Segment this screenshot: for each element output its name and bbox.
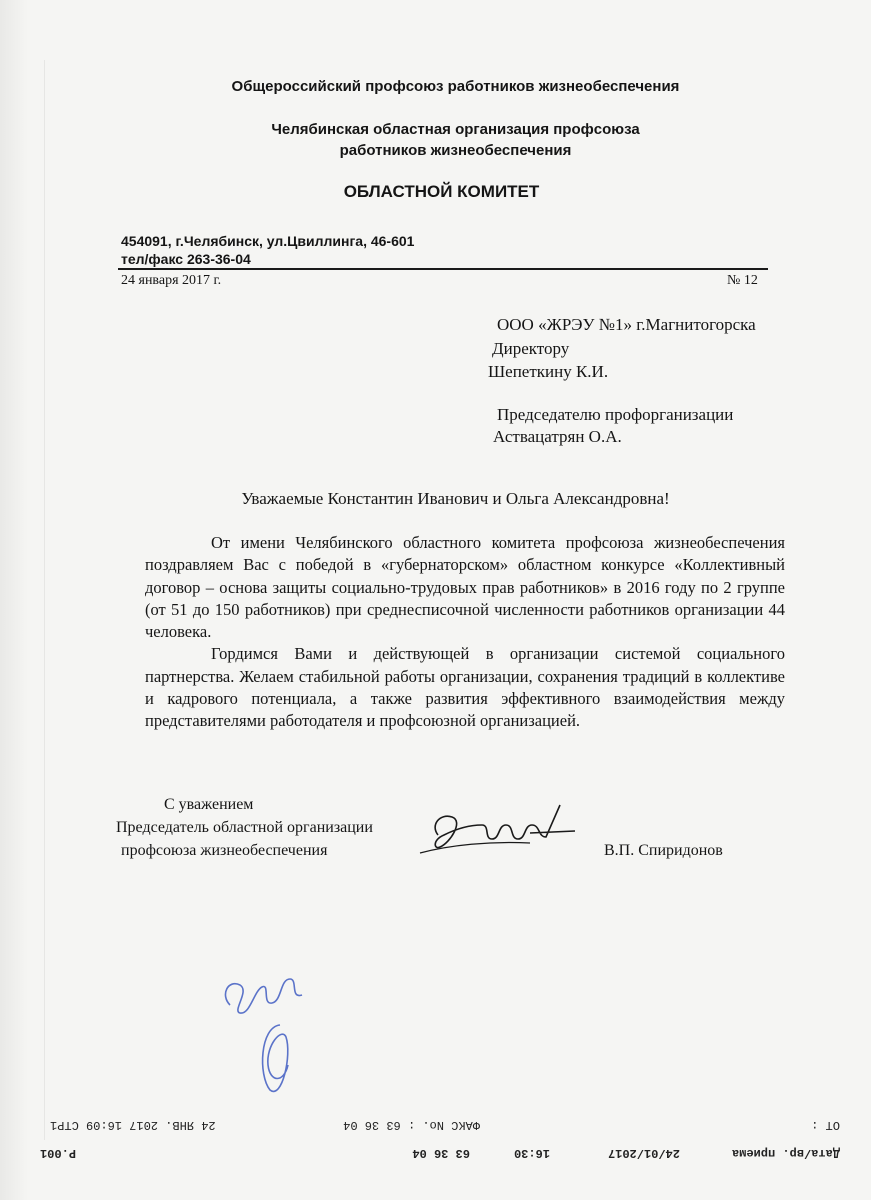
fax-sent-time: 24 ЯНВ. 2017 16:09 СТР1: [50, 1118, 216, 1132]
letter-number: № 12: [727, 273, 758, 288]
body-paragraph: Гордимся Вами и действующей в организации системой социального партнерства. Желаем стабильной работы организации, сохранения традиций в коллективе и кадрового потенциала, а также развития эффективного взаимодействия между представителями работодателя и профсоюзной организацией.: [145, 644, 785, 731]
org-name-line2: Челябинская областная организация профсоюза: [271, 121, 640, 138]
org-name-line1: Общероссийский профсоюз работников жизнеобеспечения: [231, 78, 680, 95]
fax-page-number: P.001: [40, 1146, 77, 1160]
scan-shadow: [0, 0, 28, 1200]
committee-title: ОБЛАСТНОЙ КОМИТЕТ: [343, 182, 540, 201]
addressee-name: Шепеткину К.И.: [488, 362, 609, 381]
letter-date: 24 января 2017 г.: [121, 273, 222, 288]
fax-number: ФАКС No. : 63 36 04: [343, 1118, 480, 1132]
scan-fold-line: [44, 60, 45, 1140]
org-address: 454091, г.Челябинск, ул.Цвиллинга, 46-601: [121, 233, 415, 249]
body-paragraph: От имени Челябинского областного комитета профсоюза жизнеобеспечения поздравляем Вас с победой в «губернаторском» областном конкурсе «Коллективный договор – основа защиты социально-трудовых прав работников» в 2016 году по 2 группе (от 51 до 150 работников) при среднесписочной численности работников организации 44 человека.: [145, 533, 785, 642]
fax-received-date: 24/01/2017: [607, 1146, 680, 1160]
addressee-position: Директору: [492, 339, 570, 358]
handwritten-resolution-mark: [210, 965, 330, 1100]
letterhead-divider: [118, 268, 768, 270]
letter-body: [145, 532, 785, 733]
fax-from-label: ОТ :: [811, 1118, 840, 1132]
salutation: Уважаемые Константин Иванович и Ольга Александровна!: [241, 489, 670, 508]
signer-name: В.П. Спиридонов: [604, 842, 723, 859]
handwritten-signature: [410, 795, 590, 875]
signer-title-line2: профсоюза жизнеобеспечения: [121, 842, 328, 859]
fax-received-time: 16:30: [513, 1146, 550, 1160]
closing-phrase: С уважением: [164, 796, 254, 813]
addressee2-name: Аствацатрян О.А.: [493, 427, 622, 446]
org-name-line3: работников жизнеобеспечения: [339, 142, 572, 159]
addressee-company: ООО «ЖРЭУ №1» г.Магнитогорска: [497, 315, 756, 334]
org-phone: тел/факс 263-36-04: [121, 251, 251, 267]
signer-title-line1: Председатель областной организации: [116, 819, 373, 836]
fax-received-number: 63 36 04: [412, 1146, 470, 1160]
fax-received-label: Дата/вр. приема: [731, 1146, 840, 1160]
addressee2-position: Председателю профорганизации: [497, 405, 734, 424]
